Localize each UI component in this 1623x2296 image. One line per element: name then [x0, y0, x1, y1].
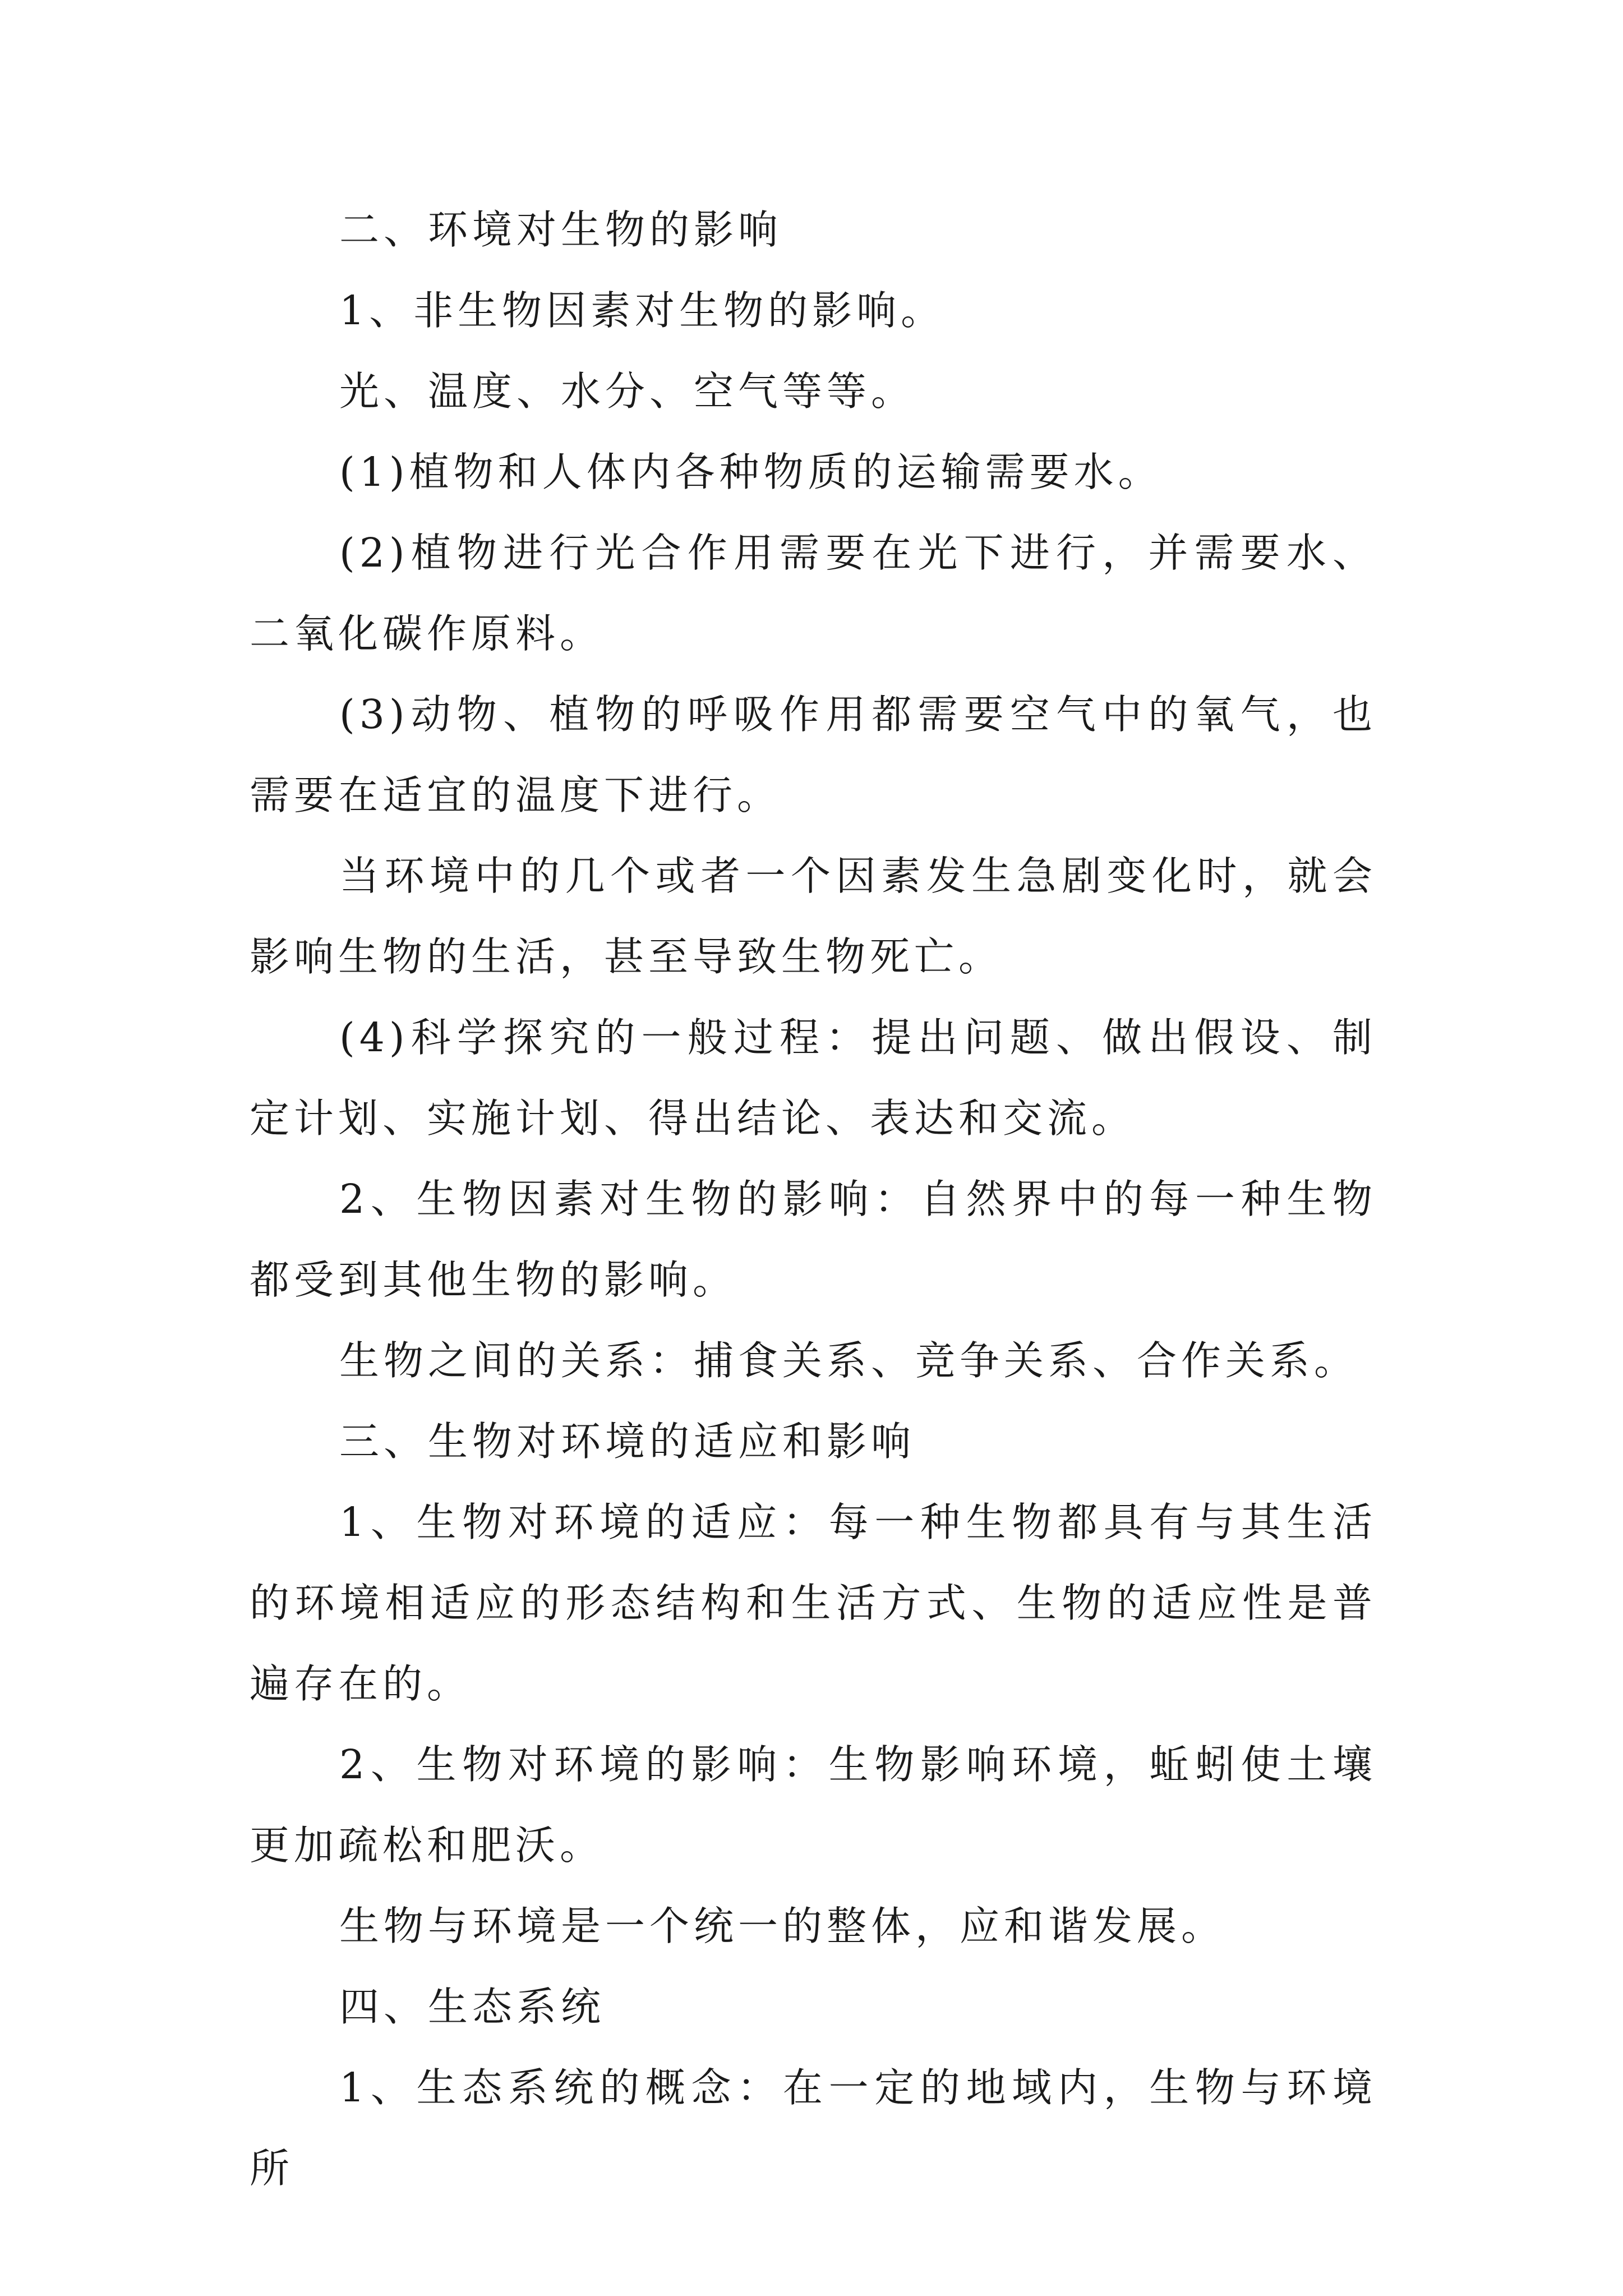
paragraph: (2)植物进行光合作用需要在光下进行，并需要水、二氧化碳作原料。 [250, 530, 1377, 657]
paragraph: 1、非生物因素对生物的影响。 [339, 287, 946, 334]
paragraph: 1、生物对环境的适应：每一种生物都具有与其生活的环境相适应的形态结构和生活方式、生物的适应性是普遍存在的。 [250, 1499, 1377, 1707]
paragraph: (1)植物和人体内各种物质的运输需要水。 [339, 449, 1163, 495]
paragraph: (4)科学探究的一般过程：提出问题、做出假设、制定计划、实施计划、得出结论、表达和交流。 [250, 1014, 1377, 1142]
paragraph: 当环境中的几个或者一个因素发生急剧变化时，就会影响生物的生活，甚至导致生物死亡。 [250, 853, 1377, 980]
paragraph: 1、生态系统的概念：在一定的地域内，生物与环境所 [250, 2064, 1377, 2192]
section-heading-3: 三、生物对环境的适应和影响 [339, 1418, 916, 1465]
section-heading-4: 四、生态系统 [339, 1984, 606, 2030]
paragraph: (3)动物、植物的呼吸作用都需要空气中的氧气，也需要在适宜的温度下进行。 [250, 691, 1377, 818]
paragraph: 2、生物因素对生物的影响：自然界中的每一种生物都受到其他生物的影响。 [250, 1176, 1377, 1303]
section-heading-2: 二、环境对生物的影响 [339, 206, 783, 253]
paragraph: 2、生物对环境的影响：生物影响环境，蚯蚓使土壤更加疏松和肥沃。 [250, 1741, 1377, 1869]
document-body [250, 190, 1377, 2209]
paragraph: 生物之间的关系：捕食关系、竞争关系、合作关系。 [339, 1337, 1359, 1384]
paragraph: 生物与环境是一个统一的整体，应和谐发展。 [339, 1903, 1226, 1949]
paragraph: 光、温度、水分、空气等等。 [339, 368, 916, 415]
